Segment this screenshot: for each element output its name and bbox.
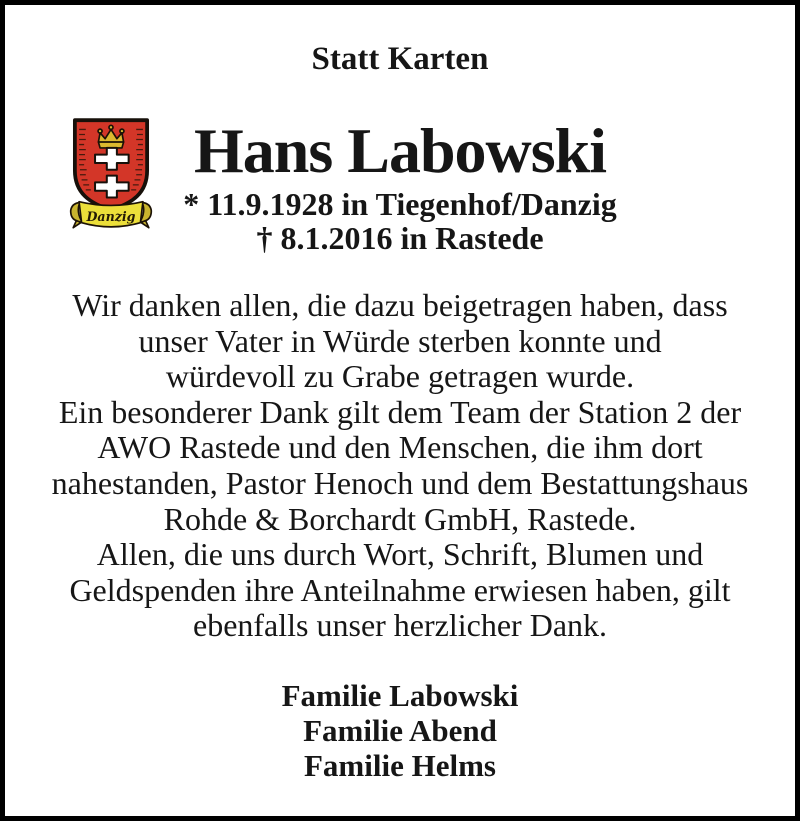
- signature-line: Familie Abend: [303, 713, 497, 748]
- life-dates: [5, 188, 795, 255]
- deceased-header: [5, 117, 795, 255]
- death-line: † 8.1.2016 in Rastede: [256, 219, 544, 256]
- deceased-name: Hans Labowski: [193, 115, 607, 186]
- pre-title: Statt Karten: [311, 41, 489, 77]
- signature-line: Familie Labowski: [281, 678, 519, 713]
- thanks-line: Wir danken allen, die dazu beigetragen haben, dass: [72, 287, 728, 323]
- thanks-line: Ein besonderer Dank gilt dem Team der Station 2 der: [58, 393, 742, 430]
- thanks-line: ebenfalls unser herzlicher Dank.: [192, 607, 608, 644]
- thanks-line: nahestanden, Pastor Henoch und dem Bestattungshaus: [51, 464, 749, 501]
- thanks-line: Rohde & Borchardt GmbH, Rastede.: [163, 500, 637, 537]
- family-signatures: [5, 678, 795, 783]
- thanks-line: Allen, die uns durch Wort, Schrift, Blumen und: [96, 536, 704, 573]
- thanks-line: unser Vater in Würde sterben konnte und: [138, 322, 662, 359]
- birth-line: * 11.9.1928 in Tiegenhof/Danzig: [183, 186, 617, 222]
- thanks-text: [5, 288, 795, 644]
- thanks-line: Geldspenden ihre Anteilnahme erwiesen haben, gilt: [69, 571, 731, 608]
- banner-text: Danzig: [86, 209, 136, 224]
- signature-line: Familie Helms: [304, 748, 496, 783]
- thanks-line: würdevoll zu Grabe getragen wurde.: [165, 358, 635, 395]
- thanks-line: AWO Rastede und den Menschen, die ihm dort: [97, 429, 703, 466]
